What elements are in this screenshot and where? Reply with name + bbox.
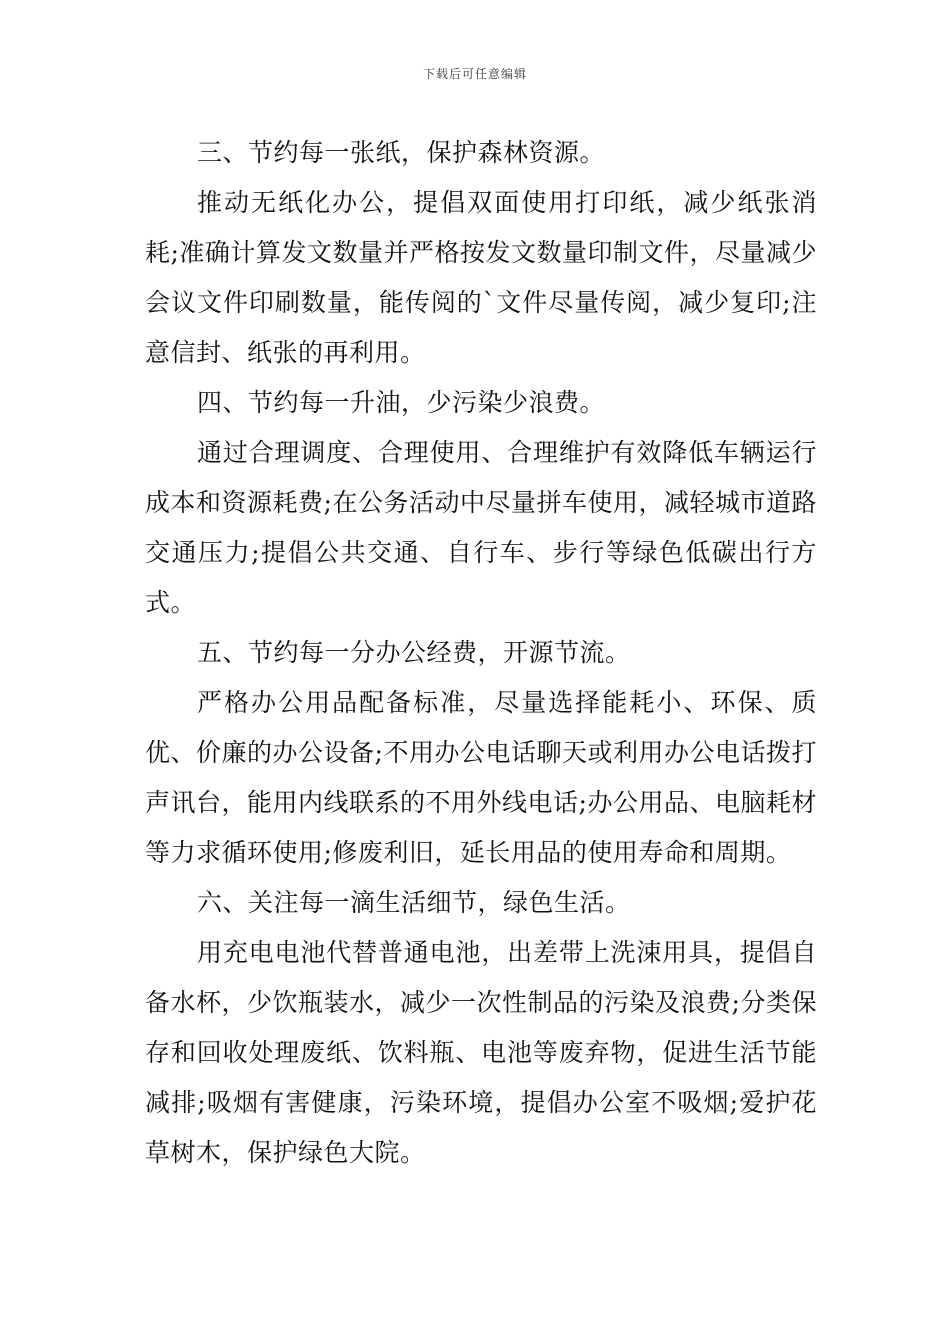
section-body-5: 严格办公用品配备标准，尽量选择能耗小、环保、质优、价廉的办公设备;不用办公电话聊天或利用办公电话拨打声讯台，能用内线联系的不用外线电话;办公用品、电脑耗材等力求循环使用;修废利旧，延长用品的使用寿命和周期。 — [145, 688, 817, 867]
section-heading-4: 四、节约每一升油，少污染少浪费。 — [197, 388, 606, 417]
section-body-3: 推动无纸化办公，提倡双面使用打印纸，减少纸张消耗;准确计算发文数量并严格按发文数量印制文件，尽量减少会议文件印刷数量，能传阅的`文件尽量传阅，减少复印;注意信封、纸张的再利用。 — [145, 188, 817, 367]
section-heading-6: 六、关注每一滴生活细节，绿色生活。 — [197, 888, 631, 917]
section-body-4: 通过合理调度、合理使用、合理维护有效降低车辆运行成本和资源耗费;在公务活动中尽量拼车使用，减轻城市道路交通压力;提倡公共交通、自行车、步行等绿色低碳出行方式。 — [145, 438, 817, 617]
document-body — [145, 128, 817, 1178]
section-heading-3: 三、节约每一张纸，保护森林资源。 — [197, 138, 606, 167]
section-body-6: 用充电电池代替普通电池，出差带上洗涑用具，提倡自备水杯，少饮瓶装水，减少一次性制品的污染及浪费;分类保存和回收处理废纸、饮料瓶、电池等废弃物，促进生活节能减排;吸烟有害健康，污染环境，提倡办公室不吸烟;爱护花草树木，保护绿色大院。 — [145, 938, 817, 1167]
section-heading-5: 五、节约每一分办公经费，开源节流。 — [197, 638, 631, 667]
page-header-note: 下载后可任意编辑 — [422, 67, 527, 81]
